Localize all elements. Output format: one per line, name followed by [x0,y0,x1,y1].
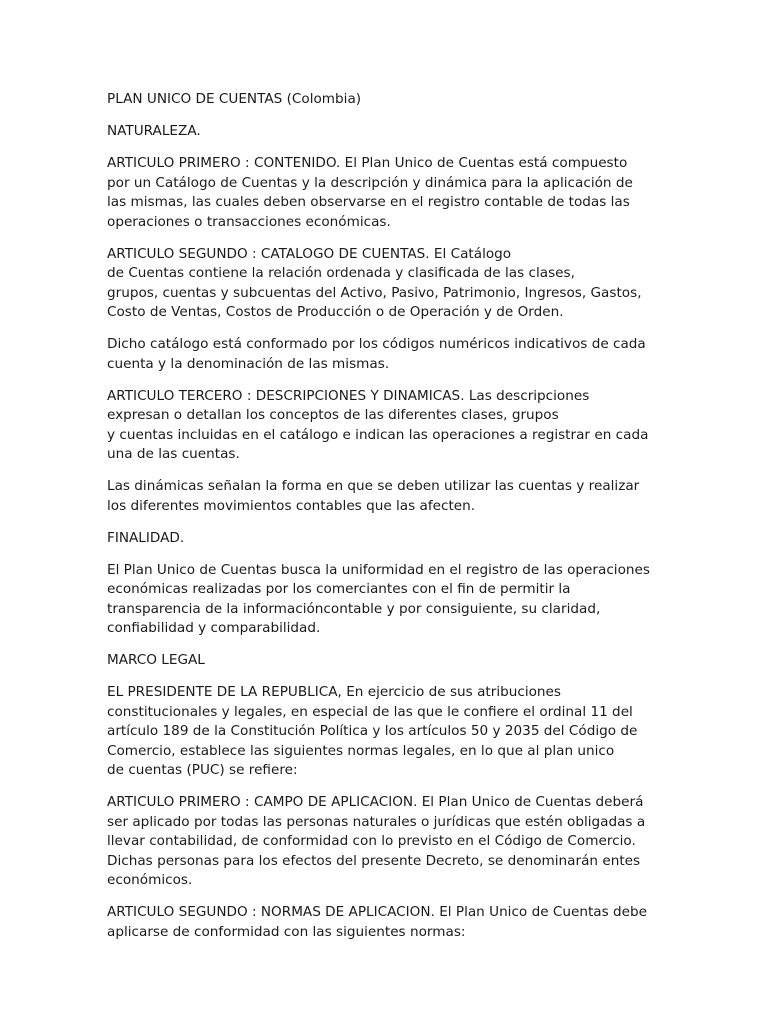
text-line: Las dinámicas señalan la forma en que se deben utilizar las cuentas y realizar [107,478,640,494]
text-line: ARTICULO SEGUNDO : NORMAS DE APLICACION. El Plan Unico de Cuentas debe [107,904,648,920]
text-line: una de las cuentas. [107,446,240,462]
paragraph [107,245,667,323]
text-line: Dichas personas para los efectos del presente Decreto, se denominarán entes [107,852,641,869]
paragraph [107,651,667,671]
text-line: y cuentas incluidas en el catálogo e indican las operaciones a registrar en cada [107,426,649,443]
paragraph [107,903,667,942]
text-line: MARCO LEGAL [107,652,205,668]
text-line: ARTICULO PRIMERO : CAMPO DE APLICACION. El Plan Unico de Cuentas deberá [107,794,644,810]
text-line: Comercio, establece las siguientes normas legales, en lo que al plan unico [107,742,615,759]
paragraph [107,387,667,465]
paragraph [107,529,667,549]
text-line: ARTICULO PRIMERO : CONTENIDO. El Plan Unico de Cuentas está compuesto [107,155,628,171]
text-line: económicas realizadas por los comerciantes con el fin de permitir la [107,581,571,597]
text-line: de Cuentas contiene la relación ordenada y clasificada de las clases, [107,265,575,281]
text-line: operaciones o transacciones económicas. [107,213,391,230]
text-line: económicos. [107,872,193,888]
text-line: ARTICULO TERCERO : DESCRIPCIONES Y DINAMICAS. Las descripciones [107,387,590,404]
paragraph [107,335,667,374]
text-line: aplicarse de conformidad con las siguientes normas: [107,923,466,940]
paragraph [107,90,667,110]
paragraph [107,154,667,232]
text-line: expresan o detallan los conceptos de las diferentes clases, grupos [107,407,559,423]
paragraph [107,122,667,142]
text-line: ser aplicado por todas las personas naturales o jurídicas que estén obligadas a [107,813,646,830]
paragraph [107,793,667,891]
text-line: constitucionales y legales, en especial de las que le confiere el ordinal 11 del [107,703,633,720]
text-line: de cuentas (PUC) se refiere: [107,762,298,778]
paragraph [107,683,667,781]
text-line: grupos, cuentas y subcuentas del Activo, Pasivo, Patrimonio, Ingresos, Gastos, [107,284,642,301]
text-line: confiabilidad y comparabilidad. [107,620,321,636]
text-line: los diferentes movimientos contables que las afecten. [107,497,476,514]
paragraph [107,477,667,516]
text-line: El Plan Unico de Cuentas busca la uniformidad en el registro de las operaciones [107,561,650,578]
text-line: por un Catálogo de Cuentas y la descripción y dinámica para la aplicación de [107,174,633,191]
text-line: transparencia de la informacióncontable y por consiguiente, su claridad, [107,600,601,617]
text-line: ARTICULO SEGUNDO : CATALOGO DE CUENTAS. El Catálogo [107,245,512,262]
text-line: PLAN UNICO DE CUENTAS (Colombia) [107,91,362,107]
paragraph [107,561,667,639]
text-line: EL PRESIDENTE DE LA REPUBLICA, En ejercicio de sus atribuciones [107,684,561,700]
document-body [107,90,667,955]
text-line: Costo de Ventas, Costos de Producción o de Operación y de Orden. [107,304,564,320]
text-line: FINALIDAD. [107,529,185,546]
text-line: NATURALEZA. [107,123,201,139]
text-line: llevar contabilidad, de conformidad con lo previsto en el Código de Comercio. [107,833,636,849]
text-line: artículo 189 de la Constitución Política y los artículos 50 y 2035 del Código de [107,723,638,739]
text-line: cuenta y la denominación de las mismas. [107,355,390,372]
text-line: Dicho catálogo está conformado por los códigos numéricos indicativos de cada [107,336,646,352]
text-line: las mismas, las cuales deben observarse en el registro contable de todas las [107,194,630,210]
